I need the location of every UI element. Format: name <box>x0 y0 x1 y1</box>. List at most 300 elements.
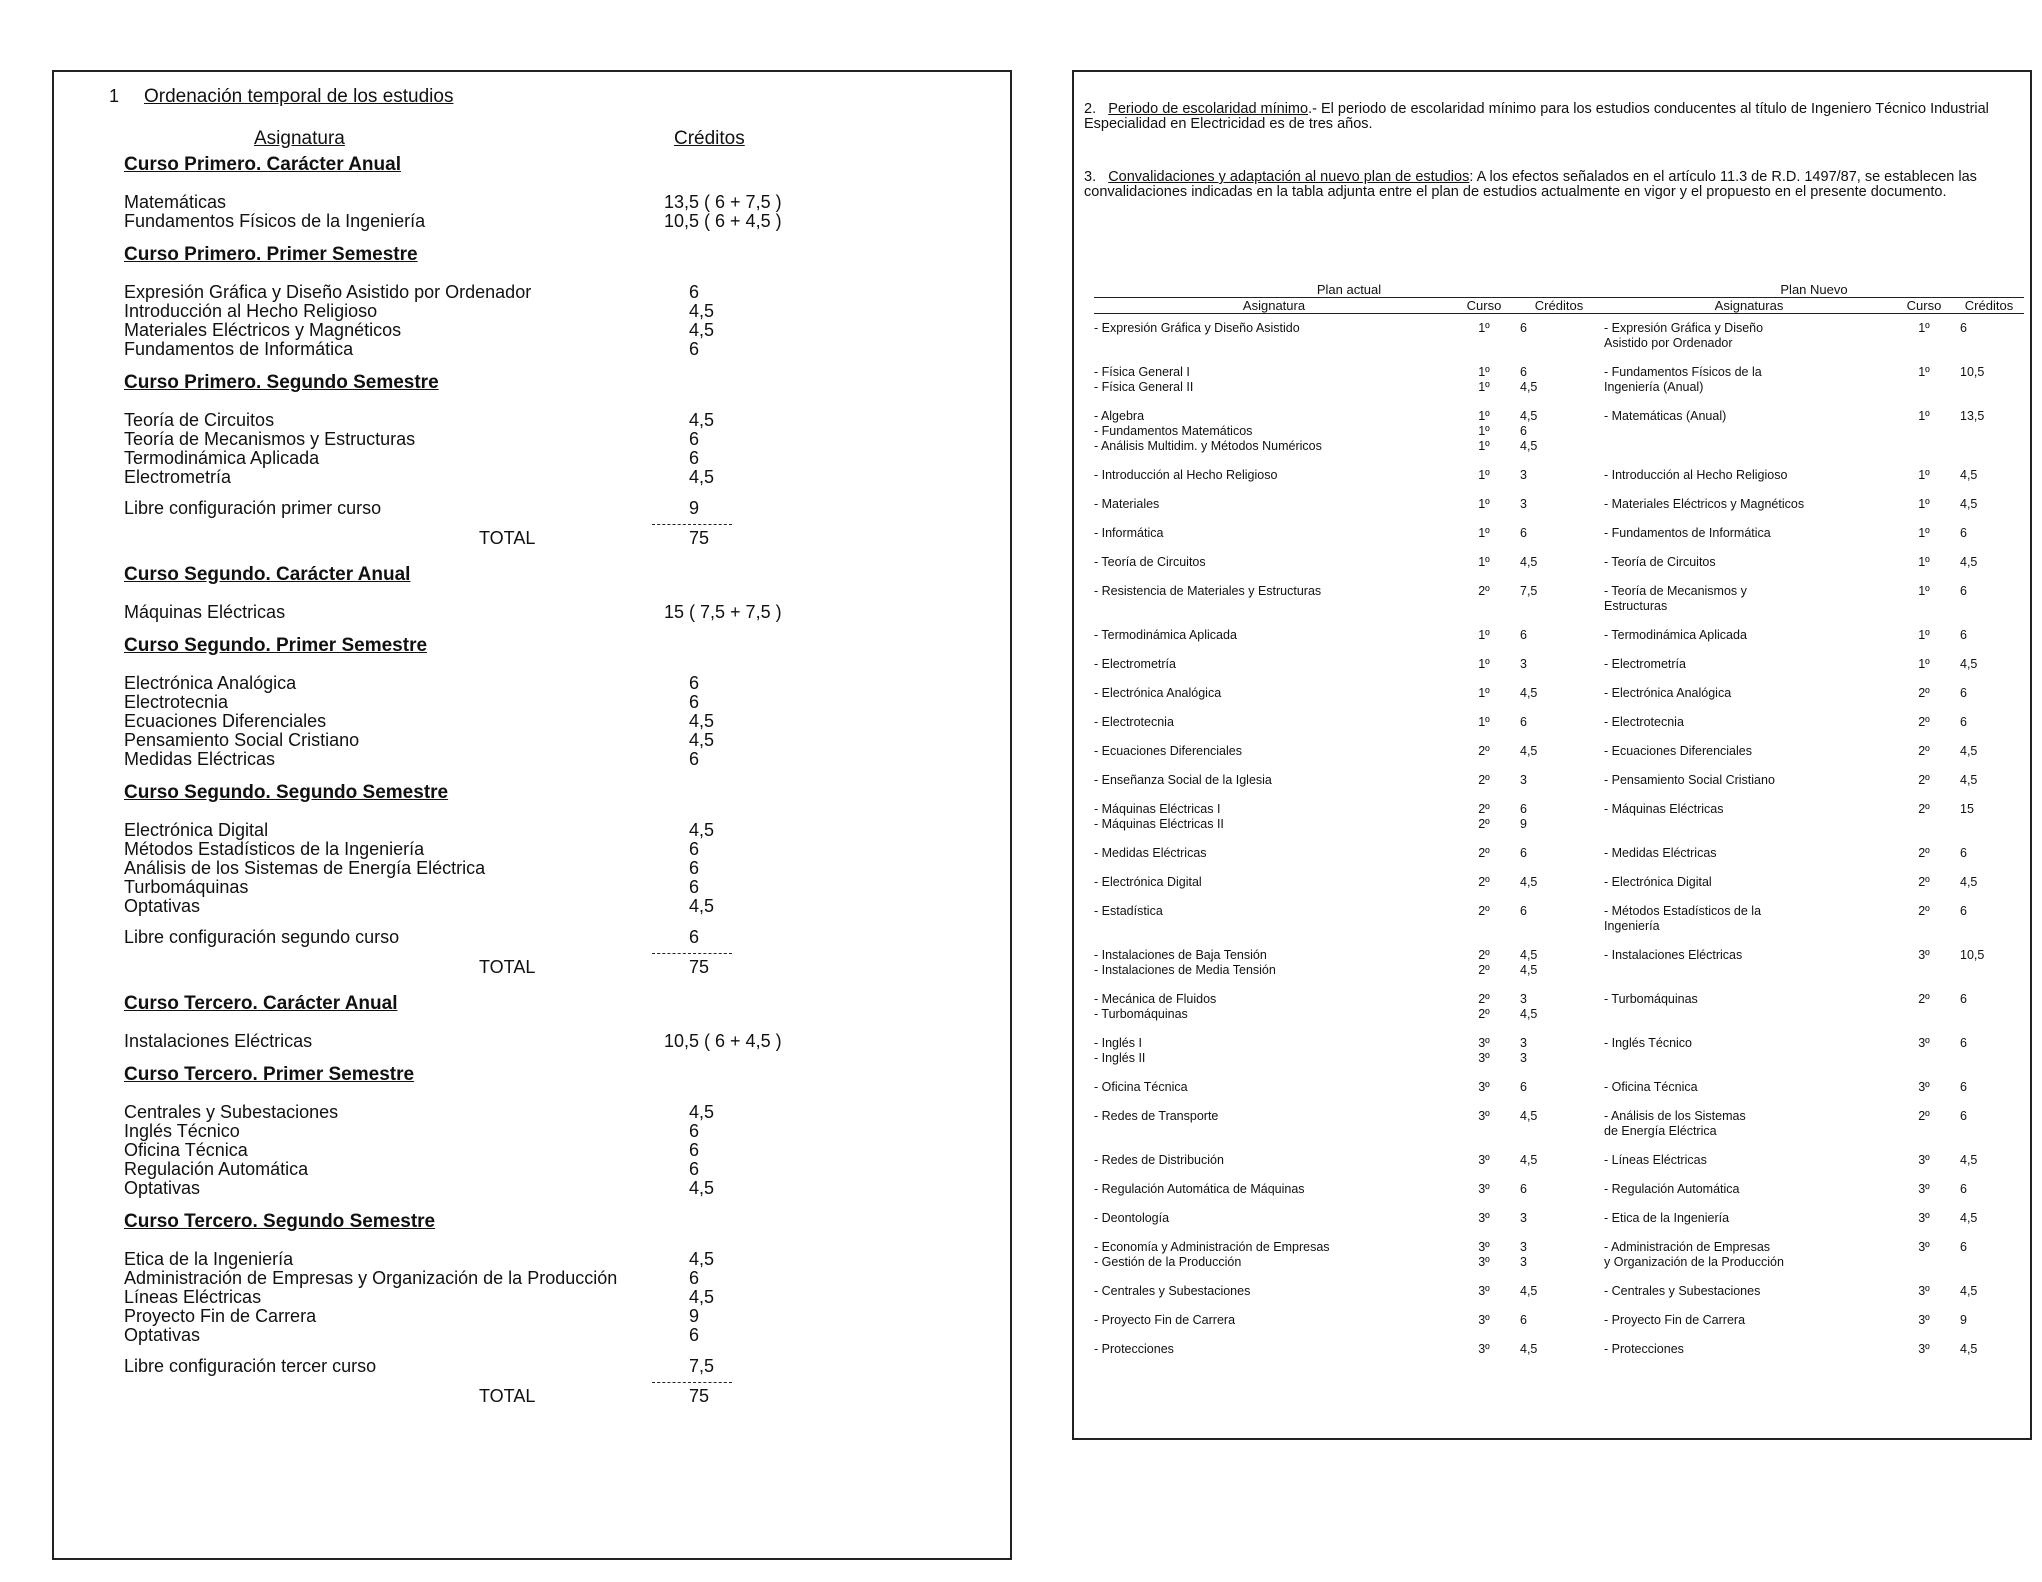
subject-name: Electrometría <box>124 467 232 487</box>
plan-actual-course <box>1454 1277 1514 1306</box>
table-row <box>1094 795 2024 839</box>
plan-nuevo-course-line: 2º <box>1918 846 1930 860</box>
paragraph-3-text: : A los efectos señalados en el artículo 11.3 de R.D. 1497/87, se establecen las convalidaciones indicadas en la tabla adjunta entre el plan de estudios actualmente en vigor y el propuesto en el presente documento. <box>1084 169 1977 200</box>
libre-name: Libre configuración segundo curso <box>124 927 400 947</box>
plan-nuevo-subject-line: de Energía Eléctrica <box>1604 1124 1717 1138</box>
plan-actual-subject-line: - Inglés I <box>1094 1036 1142 1050</box>
total-value: 75 <box>689 528 710 548</box>
plan-actual-credits-line: 3 <box>1520 773 1527 787</box>
subject-name: Materiales Eléctricos y Magnéticos <box>124 320 402 340</box>
libre-name: Libre configuración primer curso <box>124 498 382 518</box>
plan-nuevo-credits-line: 6 <box>1960 1036 1967 1050</box>
plan-nuevo-subject-line: - Proyecto Fin de Carrera <box>1604 1313 1746 1327</box>
plan-nuevo-credits-line: 6 <box>1960 321 1967 335</box>
plan-actual-credits-line: 4,5 <box>1520 1284 1538 1298</box>
plan-actual-subject-line: - Electrotecnia <box>1094 715 1174 729</box>
col-creditos-nuevo: Créditos <box>1954 298 2024 314</box>
plan-nuevo-course-line: 3º <box>1918 1240 1930 1254</box>
subject-name: Turbomáquinas <box>124 877 249 897</box>
plan-actual-subject-line: - Proyecto Fin de Carrera <box>1094 1313 1236 1327</box>
plan-actual-subject <box>1094 1029 1454 1073</box>
plan-actual-credits-line: 4,5 <box>1520 380 1538 394</box>
plan-nuevo-course <box>1894 1233 1954 1277</box>
plan-nuevo-course-line: 1º <box>1918 497 1930 511</box>
plan-actual-course-line: 1º <box>1478 365 1490 379</box>
plan-actual-course <box>1454 314 1514 359</box>
plan-actual-course-line: 2º <box>1478 875 1490 889</box>
plan-actual-course-line: 3º <box>1478 1051 1490 1065</box>
plan-nuevo-credits <box>1954 1277 2024 1306</box>
convalidation-table <box>1094 282 2024 1364</box>
plan-nuevo-credits-line: 4,5 <box>1960 468 1978 482</box>
plan-nuevo-subject-line: - Electrónica Digital <box>1604 875 1712 889</box>
plan-actual-subject <box>1094 708 1454 737</box>
plan-nuevo-subject-line: - Introducción al Hecho Religioso <box>1604 468 1788 482</box>
plan-actual-credits-line: 3 <box>1520 1211 1527 1225</box>
subject-name: Electrónica Digital <box>124 820 269 840</box>
plan-nuevo-subject-line: - Fundamentos de Informática <box>1604 526 1771 540</box>
plan-nuevo-course <box>1894 621 1954 650</box>
plan-actual-course <box>1454 577 1514 621</box>
plan-actual-credits <box>1514 839 1604 868</box>
plan-actual-credits-line: 6 <box>1520 846 1527 860</box>
plan-nuevo-credits <box>1954 490 2024 519</box>
plan-nuevo-credits <box>1954 621 2024 650</box>
plan-nuevo-subject-line: Ingeniería <box>1604 919 1660 933</box>
table-row <box>1094 1306 2024 1335</box>
plan-nuevo-credits <box>1954 358 2024 402</box>
table-row <box>1094 1335 2024 1364</box>
plan-nuevo-subject <box>1604 839 1894 868</box>
plan-actual-course <box>1454 985 1514 1029</box>
plan-actual-subject-line: - Electrometría <box>1094 657 1176 671</box>
plan-nuevo-subject <box>1604 1175 1894 1204</box>
plan-nuevo-course-line: 1º <box>1918 365 1930 379</box>
plan-nuevo-credits <box>1954 1335 2024 1364</box>
plan-actual-course-line: 2º <box>1478 773 1490 787</box>
plan-actual-course <box>1454 621 1514 650</box>
plan-nuevo-credits <box>1954 1306 2024 1335</box>
plan-nuevo-course-line: 1º <box>1918 526 1930 540</box>
plan-actual-subject-line: - Estadística <box>1094 904 1163 918</box>
plan-nuevo-course <box>1894 519 1954 548</box>
col-asignaturas-nuevo: Asignaturas <box>1604 298 1894 314</box>
plan-nuevo-credits <box>1954 679 2024 708</box>
plan-nuevo-course-line: 1º <box>1918 321 1930 335</box>
table-row <box>1094 1175 2024 1204</box>
plan-actual-course <box>1454 1306 1514 1335</box>
plan-actual-course <box>1454 679 1514 708</box>
plan-actual-credits-line: 4,5 <box>1520 1007 1538 1021</box>
plan-actual-subject <box>1094 1175 1454 1204</box>
plan-actual-course <box>1454 548 1514 577</box>
plan-nuevo-subject-line: - Pensamiento Social Cristiano <box>1604 773 1775 787</box>
libre-credits: 7,5 <box>689 1356 715 1376</box>
table-row <box>1094 1029 2024 1073</box>
plan-actual-subject <box>1094 548 1454 577</box>
plan-nuevo-credits-line: 10,5 <box>1960 365 1985 379</box>
plan-actual-course-line: 2º <box>1478 1007 1490 1021</box>
plan-nuevo-subject-line: - Medidas Eléctricas <box>1604 846 1717 860</box>
section-1-title: Ordenación temporal de los estudios <box>144 86 454 107</box>
plan-nuevo-course-line: 3º <box>1918 1153 1930 1167</box>
plan-nuevo-subject-line: Ingeniería (Anual) <box>1604 380 1704 394</box>
plan-actual-course-line: 2º <box>1478 802 1490 816</box>
plan-nuevo-course <box>1894 839 1954 868</box>
subject-credits: 6 <box>689 429 700 449</box>
plan-actual-course-line: 3º <box>1478 1109 1490 1123</box>
plan-actual-credits <box>1514 1306 1604 1335</box>
block-header: Curso Segundo. Segundo Semestre <box>124 782 449 803</box>
plan-nuevo-credits-line: 6 <box>1960 526 1967 540</box>
plan-actual-subject <box>1094 314 1454 359</box>
plan-actual-course-line: 1º <box>1478 526 1490 540</box>
plan-actual-subject-line: - Deontología <box>1094 1211 1170 1225</box>
plan-actual-subject <box>1094 490 1454 519</box>
plan-nuevo-course-line: 3º <box>1918 1342 1930 1356</box>
plan-actual-credits-line: 4,5 <box>1520 875 1538 889</box>
plan-actual-subject-line: - Centrales y Subestaciones <box>1094 1284 1251 1298</box>
plan-actual-course <box>1454 358 1514 402</box>
plan-nuevo-subject-line: - Administración de Empresas <box>1604 1240 1771 1254</box>
subject-credits: 15 ( 7,5 + 7,5 ) <box>664 602 782 622</box>
plan-nuevo-subject-line: - Inglés Técnico <box>1604 1036 1693 1050</box>
total-label: TOTAL <box>479 1386 536 1406</box>
plan-nuevo-subject-line: y Organización de la Producción <box>1604 1255 1784 1269</box>
subject-name: Teoría de Mecanismos y Estructuras <box>124 429 416 449</box>
plan-actual-course <box>1454 1073 1514 1102</box>
plan-actual-credits <box>1514 737 1604 766</box>
plan-nuevo-subject <box>1604 519 1894 548</box>
table-row <box>1094 402 2024 461</box>
plan-actual-course <box>1454 402 1514 461</box>
plan-actual-course <box>1454 941 1514 985</box>
total-label: TOTAL <box>479 528 536 548</box>
plan-nuevo-subject-line: - Centrales y Subestaciones <box>1604 1284 1761 1298</box>
plan-actual-course <box>1454 650 1514 679</box>
plan-nuevo-subject-line: - Ecuaciones Diferenciales <box>1604 744 1752 758</box>
subject-name: Fundamentos de Informática <box>124 339 354 359</box>
subject-credits: 6 <box>689 1268 700 1288</box>
plan-nuevo-subject <box>1604 679 1894 708</box>
plan-actual-course <box>1454 737 1514 766</box>
table-row <box>1094 1073 2024 1102</box>
paragraph-2 <box>1084 102 1999 132</box>
plan-actual-course-line: 1º <box>1478 321 1490 335</box>
block-header: Curso Primero. Carácter Anual <box>124 154 401 175</box>
plan-actual-subject <box>1094 1335 1454 1364</box>
table-row <box>1094 737 2024 766</box>
subject-name: Introducción al Hecho Religioso <box>124 301 378 321</box>
plan-actual-credits <box>1514 548 1604 577</box>
plan-nuevo-subject <box>1604 941 1894 985</box>
plan-actual-credits-line: 7,5 <box>1520 584 1538 598</box>
plan-nuevo-subject <box>1604 708 1894 737</box>
plan-actual-credits-line: 6 <box>1520 904 1527 918</box>
plan-nuevo-subject <box>1604 490 1894 519</box>
plan-nuevo-course-line: 1º <box>1918 409 1930 423</box>
plan-actual-subject-line: - Materiales <box>1094 497 1160 511</box>
plan-nuevo-subject-line: - Materiales Eléctricos y Magnéticos <box>1604 497 1805 511</box>
plan-nuevo-course <box>1894 1029 1954 1073</box>
plan-nuevo-subject <box>1604 1146 1894 1175</box>
plan-actual-subject-line: - Fundamentos Matemáticos <box>1094 424 1253 438</box>
plan-nuevo-subject-line: - Oficina Técnica <box>1604 1080 1698 1094</box>
plan-nuevo-course-line: 2º <box>1918 992 1930 1006</box>
plan-actual-subject-line: - Ecuaciones Diferenciales <box>1094 744 1242 758</box>
plan-nuevo-subject <box>1604 1335 1894 1364</box>
plan-nuevo-course <box>1894 941 1954 985</box>
plan-nuevo-subject-line: - Protecciones <box>1604 1342 1684 1356</box>
section-1-number: 1 <box>109 86 120 106</box>
plan-actual-subject <box>1094 402 1454 461</box>
plan-nuevo-credits <box>1954 1175 2024 1204</box>
plan-actual-course <box>1454 519 1514 548</box>
plan-nuevo-subject <box>1604 1204 1894 1233</box>
plan-actual-subject-line: - Máquinas Eléctricas II <box>1094 817 1224 831</box>
subject-name: Inglés Técnico <box>124 1121 240 1141</box>
plan-nuevo-subject <box>1604 897 1894 941</box>
plan-nuevo-credits-line: 6 <box>1960 992 1967 1006</box>
plan-actual-subject <box>1094 1233 1454 1277</box>
plan-actual-credits <box>1514 795 1604 839</box>
subject-credits: 6 <box>689 839 700 859</box>
plan-nuevo-credits-line: 4,5 <box>1960 1284 1978 1298</box>
col-curso-nuevo: Curso <box>1894 298 1954 314</box>
plan-actual-course-line: 3º <box>1478 1211 1490 1225</box>
plan-actual-course-line: 3º <box>1478 1036 1490 1050</box>
plan-actual-credits-line: 4,5 <box>1520 1153 1538 1167</box>
plan-actual-course-line: 2º <box>1478 846 1490 860</box>
subject-credits: 4,5 <box>689 320 715 340</box>
plan-nuevo-credits <box>1954 1233 2024 1277</box>
plan-actual-course <box>1454 490 1514 519</box>
plan-actual-course-line: 2º <box>1478 817 1490 831</box>
subject-name: Optativas <box>124 1325 201 1345</box>
plan-nuevo-subject <box>1604 461 1894 490</box>
plan-nuevo-course <box>1894 548 1954 577</box>
plan-actual-course <box>1454 1233 1514 1277</box>
plan-nuevo-course <box>1894 766 1954 795</box>
subject-name: Proyecto Fin de Carrera <box>124 1306 317 1326</box>
table-row <box>1094 1204 2024 1233</box>
subject-name: Teoría de Circuitos <box>124 410 275 430</box>
plan-actual-course <box>1454 1146 1514 1175</box>
plan-actual-course-line: 3º <box>1478 1255 1490 1269</box>
total-value: 75 <box>689 957 710 977</box>
plan-actual-subject <box>1094 795 1454 839</box>
plan-actual-subject-line: - Regulación Automática de Máquinas <box>1094 1182 1305 1196</box>
libre-credits: 9 <box>689 498 700 518</box>
plan-actual-course-line: 1º <box>1478 380 1490 394</box>
subject-credits: 4,5 <box>689 711 715 731</box>
plan-nuevo-credits-line: 6 <box>1960 1182 1967 1196</box>
subject-credits: 4,5 <box>689 467 715 487</box>
plan-actual-subject <box>1094 1204 1454 1233</box>
paragraph-3-number: 3. <box>1084 169 1097 185</box>
subject-name: Electrónica Analógica <box>124 673 297 693</box>
plan-actual-subject <box>1094 1073 1454 1102</box>
col-asignatura-actual: Asignatura <box>1094 298 1454 314</box>
plan-actual-credits <box>1514 1175 1604 1204</box>
col-header-credits: Créditos <box>674 128 745 149</box>
plan-nuevo-credits <box>1954 897 2024 941</box>
subject-credits: 6 <box>689 1159 700 1179</box>
plan-nuevo-subject <box>1604 737 1894 766</box>
plan-actual-credits-line: 6 <box>1520 715 1527 729</box>
plan-actual-course-line: 1º <box>1478 497 1490 511</box>
plan-nuevo-subject-line: - Turbomáquinas <box>1604 992 1698 1006</box>
plan-actual-course <box>1454 766 1514 795</box>
table-row <box>1094 314 2024 359</box>
plan-nuevo-credits-line: 4,5 <box>1960 555 1978 569</box>
subject-credits: 6 <box>689 282 700 302</box>
plan-nuevo-course <box>1894 1277 1954 1306</box>
plan-nuevo-subject-line: Asistido por Ordenador <box>1604 336 1733 350</box>
subject-credits: 4,5 <box>689 820 715 840</box>
col-creditos-actual: Créditos <box>1514 298 1604 314</box>
plan-nuevo-subject-line: - Métodos Estadísticos de la <box>1604 904 1762 918</box>
subject-credits: 4,5 <box>689 1178 715 1198</box>
plan-actual-credits-line: 4,5 <box>1520 1109 1538 1123</box>
plan-actual-credits <box>1514 519 1604 548</box>
table-body <box>1094 314 2024 1365</box>
plan-actual-credits-line: 3 <box>1520 657 1527 671</box>
plan-nuevo-subject <box>1604 1306 1894 1335</box>
plan-actual-subject-line: - Enseñanza Social de la Iglesia <box>1094 773 1272 787</box>
subject-credits: 6 <box>689 692 700 712</box>
subject-credits: 9 <box>689 1306 700 1326</box>
plan-actual-credits-line: 4,5 <box>1520 439 1538 453</box>
plan-nuevo-course-line: 2º <box>1918 744 1930 758</box>
plan-actual-subject-line: - Introducción al Hecho Religioso <box>1094 468 1278 482</box>
plan-nuevo-course <box>1894 868 1954 897</box>
plan-actual-course <box>1454 795 1514 839</box>
plan-nuevo-credits <box>1954 548 2024 577</box>
plan-actual-course-line: 1º <box>1478 439 1490 453</box>
subject-name: Fundamentos Físicos de la Ingeniería <box>124 211 426 231</box>
subject-credits: 6 <box>689 877 700 897</box>
block-header: Curso Segundo. Primer Semestre <box>124 635 428 656</box>
block-header: Curso Tercero. Primer Semestre <box>124 1064 415 1085</box>
plan-nuevo-credits-line: 15 <box>1960 802 1974 816</box>
plan-actual-course-line: 3º <box>1478 1080 1490 1094</box>
plan-actual-course-line: 3º <box>1478 1284 1490 1298</box>
plan-actual-subject <box>1094 737 1454 766</box>
plan-nuevo-subject-line: - Teoría de Circuitos <box>1604 555 1716 569</box>
plan-actual-credits <box>1514 941 1604 985</box>
plan-actual-subject-line: - Expresión Gráfica y Diseño Asistido <box>1094 321 1300 335</box>
table-group-header <box>1094 282 2024 298</box>
plan-nuevo-subject-line: - Teoría de Mecanismos y <box>1604 584 1747 598</box>
plan-nuevo-credits-line: 13,5 <box>1960 409 1985 423</box>
plan-actual-course-line: 1º <box>1478 555 1490 569</box>
plan-nuevo-course-line: 2º <box>1918 802 1930 816</box>
plan-actual-subject <box>1094 679 1454 708</box>
table-row <box>1094 839 2024 868</box>
block-header: Curso Tercero. Carácter Anual <box>124 993 398 1014</box>
plan-actual-credits-line: 6 <box>1520 1080 1527 1094</box>
plan-actual-course-line: 2º <box>1478 992 1490 1006</box>
table-row <box>1094 897 2024 941</box>
plan-nuevo-course <box>1894 314 1954 359</box>
plan-actual-subject-line: - Inglés II <box>1094 1051 1146 1065</box>
plan-nuevo-credits-line: 4,5 <box>1960 1211 1978 1225</box>
subject-name: Líneas Eléctricas <box>124 1287 262 1307</box>
subject-name: Matemáticas <box>124 192 227 212</box>
plan-actual-credits-line: 6 <box>1520 424 1527 438</box>
plan-actual-subject-line: - Medidas Eléctricas <box>1094 846 1207 860</box>
plan-actual-credits <box>1514 621 1604 650</box>
paragraph-3-title: Convalidaciones y adaptación al nuevo plan de estudios <box>1108 169 1470 185</box>
plan-nuevo-credits-line: 6 <box>1960 715 1967 729</box>
plan-nuevo-course-line: 3º <box>1918 1211 1930 1225</box>
paragraph-3 <box>1084 170 1999 200</box>
plan-actual-credits-line: 9 <box>1520 817 1527 831</box>
table-row <box>1094 577 2024 621</box>
plan-actual-credits <box>1514 1029 1604 1073</box>
plan-nuevo-subject <box>1604 548 1894 577</box>
plan-actual-subject <box>1094 1277 1454 1306</box>
total-rule <box>652 524 732 525</box>
plan-nuevo-credits-line: 6 <box>1960 1240 1967 1254</box>
plan-actual-credits <box>1514 490 1604 519</box>
subject-name: Análisis de los Sistemas de Energía Eléctrica <box>124 858 486 878</box>
plan-actual-credits-line: 4,5 <box>1520 948 1538 962</box>
plan-nuevo-credits-line: 6 <box>1960 846 1967 860</box>
plan-nuevo-credits-line: 4,5 <box>1960 1153 1978 1167</box>
plan-nuevo-credits-line: 6 <box>1960 584 1967 598</box>
plan-actual-subject-line: - Electrónica Analógica <box>1094 686 1222 700</box>
plan-actual-credits <box>1514 461 1604 490</box>
subject-name: Pensamiento Social Cristiano <box>124 730 360 750</box>
col-header-subject: Asignatura <box>254 128 345 149</box>
subject-credits: 6 <box>689 1121 700 1141</box>
right-page <box>1072 70 2032 1440</box>
left-page <box>52 70 1012 1560</box>
plan-actual-subject <box>1094 461 1454 490</box>
plan-nuevo-credits <box>1954 985 2024 1029</box>
plan-nuevo-subject <box>1604 1073 1894 1102</box>
plan-actual-credits-line: 4,5 <box>1520 555 1538 569</box>
total-rule <box>652 1382 732 1383</box>
plan-nuevo-subject-line: - Máquinas Eléctricas <box>1604 802 1724 816</box>
plan-nuevo-subject-line: - Líneas Eléctricas <box>1604 1153 1707 1167</box>
plan-actual-credits <box>1514 577 1604 621</box>
plan-actual-course <box>1454 1335 1514 1364</box>
plan-nuevo-subject-line: - Electrometría <box>1604 657 1686 671</box>
total-label: TOTAL <box>479 957 536 977</box>
plan-nuevo-course-line: 2º <box>1918 773 1930 787</box>
plan-actual-subject <box>1094 1146 1454 1175</box>
plan-actual-course <box>1454 868 1514 897</box>
subject-name: Medidas Eléctricas <box>124 749 276 769</box>
subject-credits: 4,5 <box>689 1249 715 1269</box>
plan-actual-course <box>1454 461 1514 490</box>
plan-nuevo-subject <box>1604 650 1894 679</box>
plan-nuevo-subject <box>1604 577 1894 621</box>
plan-actual-subject-line: - Instalaciones de Media Tensión <box>1094 963 1276 977</box>
plan-nuevo-credits-line: 6 <box>1960 1109 1967 1123</box>
plan-nuevo-subject-line: - Instalaciones Eléctricas <box>1604 948 1743 962</box>
plan-actual-course-line: 3º <box>1478 1182 1490 1196</box>
subject-credits: 13,5 ( 6 + 7,5 ) <box>664 192 782 212</box>
plan-actual-course-line: 1º <box>1478 409 1490 423</box>
plan-actual-subject-line: - Mecánica de Fluidos <box>1094 992 1217 1006</box>
subject-name: Métodos Estadísticos de la Ingeniería <box>124 839 425 859</box>
plan-nuevo-subject <box>1604 314 1894 359</box>
plan-actual-course <box>1454 897 1514 941</box>
